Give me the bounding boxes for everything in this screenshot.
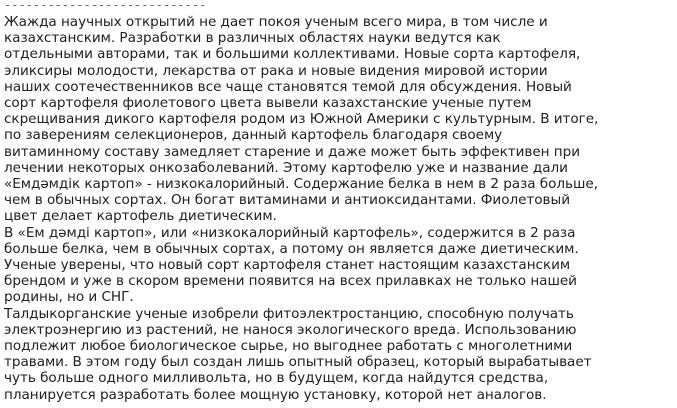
text-line: казахстанским. Разработки в различных областях науки ведутся как: [4, 30, 501, 47]
text-line: подлежит любое биологическое сырье, но выгоднее работать с многолетними: [4, 338, 573, 355]
text-line: наших соотечественников все чаще становятся темой для обсуждения. Новый: [4, 78, 572, 95]
paragraph-potato-intro: [4, 14, 671, 225]
text-line: витаминному составу замедляет старение и даже может быть эффективен при: [4, 143, 580, 160]
text-line: отдельными авторами, так и большими коллективами. Новые сорта картофеля,: [4, 46, 581, 63]
text-line: родины, но и СНГ.: [4, 289, 134, 306]
paragraph-phyto-power-plant: [4, 306, 671, 403]
text-line: цвет делает картофель диетическим.: [4, 208, 277, 225]
text-line: В «Ем дәмді картоп», или «низкокалорийный картофель», содержится в 2 раза: [4, 224, 576, 241]
text-line: планируется разработать более мощную установку, которой нет аналогов.: [4, 386, 547, 403]
text-line: «Емдәмдік картоп» - низкокалорийный. Содержание белка в нем в 2 раза больше,: [4, 176, 598, 193]
text-line: лечении некоторых онкозаболеваний. Этому картофелю уже и название дали: [4, 159, 568, 176]
text-line: Ученые уверены, что новый сорт картофеля станет настоящим казахстанским: [4, 257, 571, 274]
paragraph-potato-protein: [4, 225, 671, 306]
text-line: больше белка, чем в обычных сортах, а потому он является даже диетическим.: [4, 240, 579, 257]
text-line: сорт картофеля фиолетового цвета вывели казахстанские ученые путем: [4, 95, 532, 112]
text-line: эликсиры молодости, лекарства от рака и новые видения мировой истории: [4, 62, 548, 79]
text-line: чуть больше одного милливольта, но в будущем, когда найдутся средства,: [4, 370, 549, 387]
text-line: Жажда научных открытий не дает покоя ученым всего мира, в том числе и: [4, 14, 548, 30]
text-line: травами. В этом году был создан лишь опытный образец, который вырабатывает: [4, 354, 592, 371]
text-line: электроэнергию из растений, не нанося экологического вреда. Использованию: [4, 321, 577, 338]
separator-line: ----------------------------: [4, 0, 207, 12]
text-line: брендом и уже в скором времени появится на всех прилавках не только нашей: [4, 273, 577, 290]
text-line: Талдыкорганские ученые изобрели фитоэлектростанцию, способную получать: [4, 305, 574, 322]
document-body: [4, 14, 671, 403]
text-line: по заверениям селекционеров, данный картофель благодаря своему: [4, 127, 503, 144]
text-line: чем в обычных сортах. Он богат витаминами и антиоксидантами. Фиолетовый: [4, 192, 570, 209]
text-line: скрещивания дикого картофеля родом из Южной Америки с культурным. В итоге,: [4, 111, 599, 128]
